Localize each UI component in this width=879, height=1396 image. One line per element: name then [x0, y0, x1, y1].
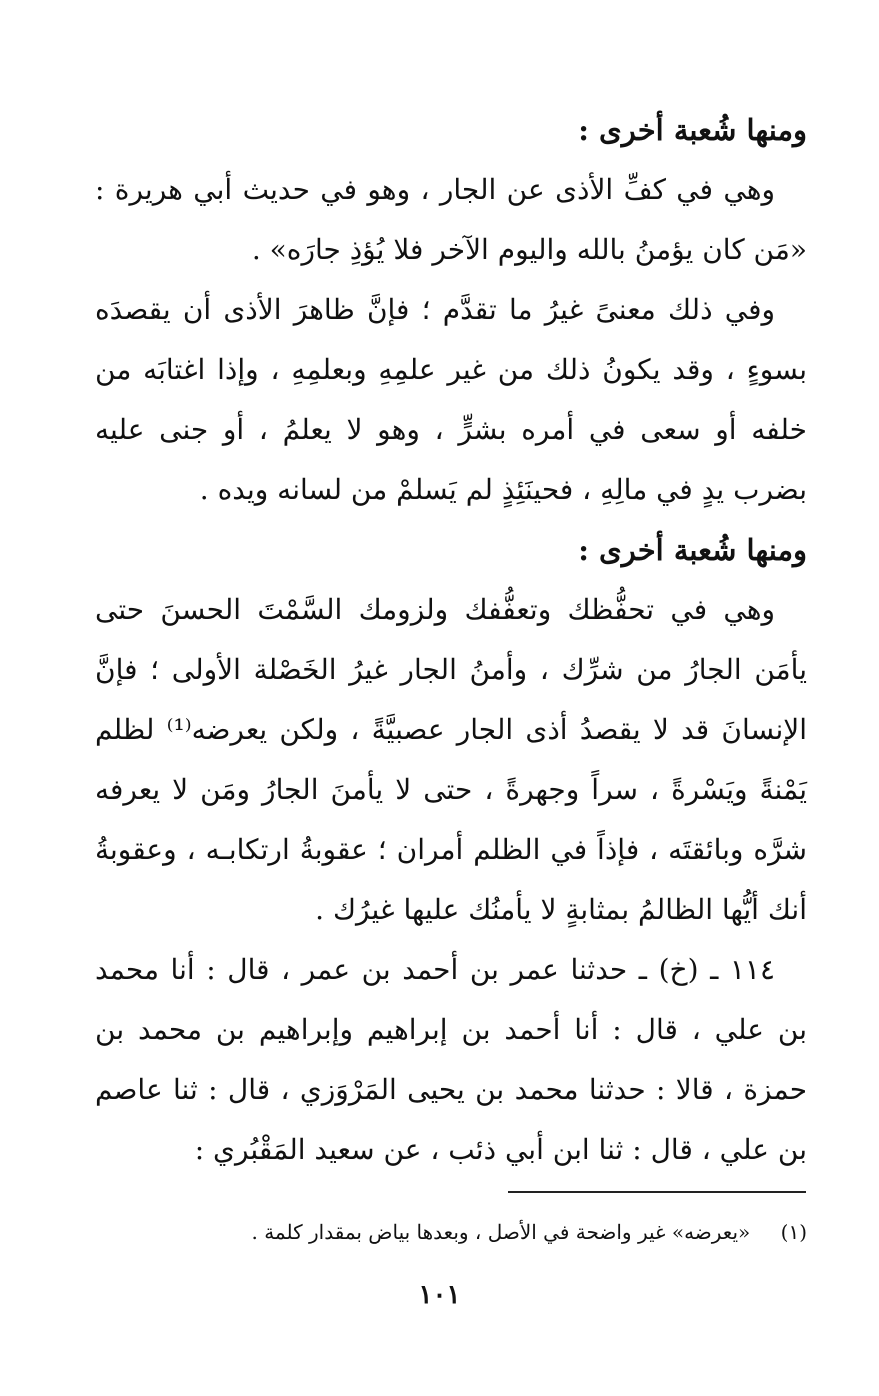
- paragraph: وهي في تحفُّظك وتعفُّفك ولزومك السَّمْتَ الحسنَ حتى يأمَن الجارُ من شرِّك ، وأمنُ الجار غيرُ الخَصْلة الأولى ؛ فإنَّ الإنسانَ قد لا يقصدُ أذى الجار عصبيَّةً ، ولكن يعرضه⁽¹⁾ لظلم يَمْنةً ويَسْرةً ، سراً وجهرةً ، حتى لا يأمنَ الجارُ ومَن لا يعرفه شرَّه وبائقتَه ، فإذاً في الظلم أمران ؛ عقوبةُ ارتكابـه ، وعقوبةُ أنك أيُّها الظالمُ بمثابةٍ لا يأمنُك عليها غيرُك .: [95, 593, 808, 926]
- footnote: [95, 1212, 807, 1252]
- footnote-number: (١): [780, 1220, 807, 1244]
- footnote-divider: [508, 1191, 806, 1193]
- paragraph: وهي في كفِّ الأذى عن الجار ، وهو في حديث أبي هريرة : «مَن كان يؤمنُ بالله واليوم الآخر فلا يُؤذِ جارَه» .: [95, 173, 807, 266]
- page-body: [95, 100, 807, 1180]
- section-heading: ومنها شُعبة أخرى :: [578, 533, 807, 567]
- section-heading: ومنها شُعبة أخرى :: [578, 113, 807, 147]
- hadith-paragraph: ١١٤ ـ (خ) ـ حدثنا عمر بن أحمد بن عمر ، قال : أنا محمد بن علي ، قال : أنا أحمد بن إبراهيم وإبراهيم بن محمد بن حمزة ، قالا : حدثنا محمد بن يحيى المَرْوَزي ، قال : ثنا عاصم بن علي ، قال : ثنا ابن أبي ذئب ، عن سعيد المَقْبُري :: [95, 953, 807, 1166]
- page-number: ١٠١: [418, 1280, 461, 1310]
- paragraph: وفي ذلك معنىً غيرُ ما تقدَّم ؛ فإنَّ ظاهرَ الأذى أن يقصدَه بسوءٍ ، وقد يكونُ ذلك من غير علمِهِ وبعلمِهِ ، وإذا اغتابَه من خلفه أو سعى في أمره بشرٍّ ، وهو لا يعلمُ ، أو جنى عليه بضرب يدٍ في مالِهِ ، فحينَئِذٍ لم يَسلمْ من لسانه ويده .: [95, 293, 807, 506]
- footnote-text: «يعرضه» غير واضحة في الأصل ، وبعدها بياض بمقدار كلمة .: [251, 1220, 751, 1244]
